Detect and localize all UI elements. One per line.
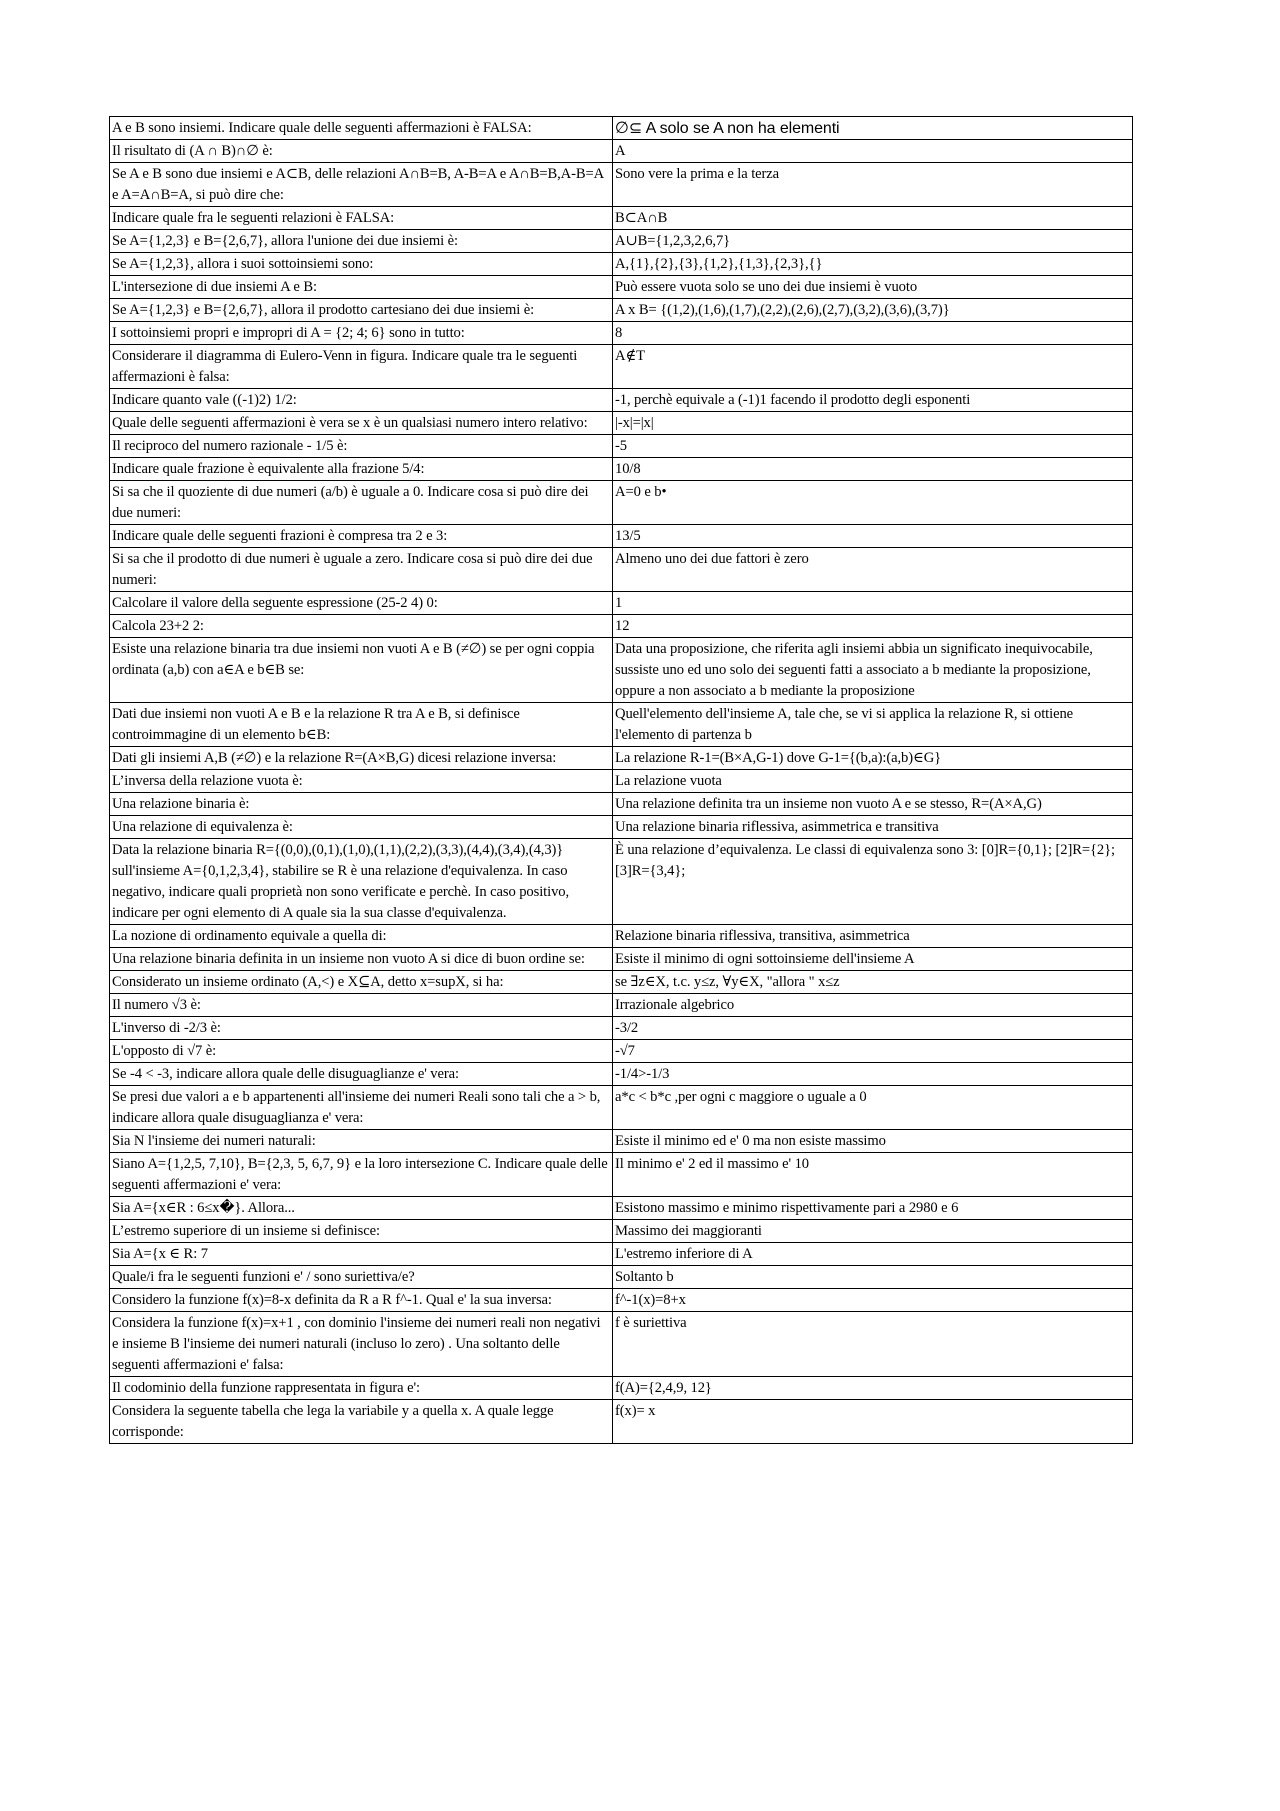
- question-cell: Considero la funzione f(x)=8-x definita da R a R f^-1. Qual e' la sua inversa:: [110, 1289, 613, 1312]
- answer-cell: Esiste il minimo di ogni sottoinsieme dell'insieme A: [613, 948, 1133, 971]
- table-row: [110, 1220, 1133, 1243]
- table-row: [110, 322, 1133, 345]
- answer-cell: 13/5: [613, 525, 1133, 548]
- question-cell: Se presi due valori a e b appartenenti all'insieme dei numeri Reali sono tali che a > b, indicare allora quale disuguaglianza e' vera:: [110, 1086, 613, 1130]
- question-cell: Una relazione binaria definita in un insieme non vuoto A si dice di buon ordine se:: [110, 948, 613, 971]
- answer-cell: Il minimo e' 2 ed il massimo e' 10: [613, 1153, 1133, 1197]
- table-row: [110, 1040, 1133, 1063]
- answer-cell: -1, perchè equivale a (-1)1 facendo il prodotto degli esponenti: [613, 389, 1133, 412]
- table-row: [110, 816, 1133, 839]
- answer-cell: Data una proposizione, che riferita agli insiemi abbia un significato inequivocabile, sussiste uno ed uno solo dei seguenti fatti a associato a b mediante la proposizione, oppure a non associato a b mediante la proposizione: [613, 638, 1133, 703]
- answer-cell: 10/8: [613, 458, 1133, 481]
- table-row: [110, 230, 1133, 253]
- answer-cell: se ∃z∈X, t.c. y≤z, ∀y∈X, "allora " x≤z: [613, 971, 1133, 994]
- answer-cell: 12: [613, 615, 1133, 638]
- answer-cell: Relazione binaria riflessiva, transitiva, asimmetrica: [613, 925, 1133, 948]
- question-cell: Il numero √3 è:: [110, 994, 613, 1017]
- question-cell: Indicare quale delle seguenti frazioni è compresa tra 2 e 3:: [110, 525, 613, 548]
- question-cell: Calcola 23+2 2:: [110, 615, 613, 638]
- table-row: [110, 1312, 1133, 1377]
- question-cell: Considerare il diagramma di Eulero-Venn in figura. Indicare quale tra le seguenti affermazioni è falsa:: [110, 345, 613, 389]
- answer-cell: A x B= {(1,2),(1,6),(1,7),(2,2),(2,6),(2,7),(3,2),(3,6),(3,7)}: [613, 299, 1133, 322]
- table-row: [110, 1153, 1133, 1197]
- answer-cell: 8: [613, 322, 1133, 345]
- answer-cell: La relazione vuota: [613, 770, 1133, 793]
- question-cell: Se A={1,2,3} e B={2,6,7}, allora il prodotto cartesiano dei due insiemi è:: [110, 299, 613, 322]
- answer-cell: È una relazione d’equivalenza. Le classi di equivalenza sono 3: [0]R={0,1}; [2]R={2}; [3]R={3,4};: [613, 839, 1133, 925]
- question-cell: Considera la seguente tabella che lega la variabile y a quella x. A quale legge corrisponde:: [110, 1400, 613, 1444]
- question-cell: L'opposto di √7 è:: [110, 1040, 613, 1063]
- answer-cell: f(x)= x: [613, 1400, 1133, 1444]
- table-row: [110, 592, 1133, 615]
- answer-cell: Soltanto b: [613, 1266, 1133, 1289]
- question-cell: Se -4 < -3, indicare allora quale delle disuguaglianze e' vera:: [110, 1063, 613, 1086]
- answer-cell: Può essere vuota solo se uno dei due insiemi è vuoto: [613, 276, 1133, 299]
- table-row: [110, 481, 1133, 525]
- table-row: [110, 1063, 1133, 1086]
- table-row: [110, 412, 1133, 435]
- table-row: [110, 548, 1133, 592]
- table-row: [110, 163, 1133, 207]
- answer-cell: A∪B={1,2,3,2,6,7}: [613, 230, 1133, 253]
- table-row: [110, 207, 1133, 230]
- table-row: [110, 1266, 1133, 1289]
- answer-cell: |-x|=|x|: [613, 412, 1133, 435]
- question-cell: L'inverso di -2/3 è:: [110, 1017, 613, 1040]
- question-cell: I sottoinsiemi propri e impropri di A = {2; 4; 6} sono in tutto:: [110, 322, 613, 345]
- question-cell: Data la relazione binaria R={(0,0),(0,1),(1,0),(1,1),(2,2),(3,3),(4,4),(3,4),(4,3)} sull'insieme A={0,1,2,3,4}, stabilire se R è una relazione d'equivalenza. In caso negativo, indicare quali proprietà non sono verificate e perchè. In caso positivo, indicare per ogni elemento di A quale sia la sua classe d'equivalenza.: [110, 839, 613, 925]
- table-row: [110, 703, 1133, 747]
- table-row: [110, 1377, 1133, 1400]
- answer-cell: Sono vere la prima e la terza: [613, 163, 1133, 207]
- answer-cell: f(A)={2,4,9, 12}: [613, 1377, 1133, 1400]
- question-cell: Esiste una relazione binaria tra due insiemi non vuoti A e B (≠∅) se per ogni coppia ordinata (a,b) con a∈A e b∈B se:: [110, 638, 613, 703]
- answer-cell: -3/2: [613, 1017, 1133, 1040]
- question-cell: Se A={1,2,3}, allora i suoi sottoinsiemi sono:: [110, 253, 613, 276]
- table-row: [110, 1017, 1133, 1040]
- question-cell: L'intersezione di due insiemi A e B:: [110, 276, 613, 299]
- answer-cell: f^-1(x)=8+x: [613, 1289, 1133, 1312]
- table-row: [110, 1197, 1133, 1220]
- answer-cell: Una relazione binaria riflessiva, asimmetrica e transitiva: [613, 816, 1133, 839]
- table-row: [110, 971, 1133, 994]
- table-row: [110, 458, 1133, 481]
- question-cell: L’estremo superiore di un insieme si definisce:: [110, 1220, 613, 1243]
- question-cell: Indicare quanto vale ((-1)2) 1/2:: [110, 389, 613, 412]
- table-row: [110, 525, 1133, 548]
- table-row: [110, 117, 1133, 140]
- table-row: [110, 435, 1133, 458]
- table-row: [110, 793, 1133, 816]
- answer-cell: A,{1},{2},{3},{1,2},{1,3},{2,3},{}: [613, 253, 1133, 276]
- answer-cell: -5: [613, 435, 1133, 458]
- table-row: [110, 1400, 1133, 1444]
- table-row: [110, 1243, 1133, 1266]
- table-row: [110, 839, 1133, 925]
- question-cell: Se A e B sono due insiemi e A⊂B, delle relazioni A∩B=B, A-B=A e A∩B=B,A-B=A e A=A∩B=A, si può dire che:: [110, 163, 613, 207]
- table-row: [110, 345, 1133, 389]
- answer-cell: f è suriettiva: [613, 1312, 1133, 1377]
- question-cell: Il risultato di (A ∩ B)∩∅ è:: [110, 140, 613, 163]
- question-cell: Indicare quale frazione è equivalente alla frazione 5/4:: [110, 458, 613, 481]
- question-cell: La nozione di ordinamento equivale a quella di:: [110, 925, 613, 948]
- answer-cell: A: [613, 140, 1133, 163]
- question-cell: Dati due insiemi non vuoti A e B e la relazione R tra A e B, si definisce controimmagine di un elemento b∈B:: [110, 703, 613, 747]
- table-row: [110, 638, 1133, 703]
- question-cell: A e B sono insiemi. Indicare quale delle seguenti affermazioni è FALSA:: [110, 117, 613, 140]
- table-row: [110, 276, 1133, 299]
- table-row: [110, 948, 1133, 971]
- question-cell: Una relazione di equivalenza è:: [110, 816, 613, 839]
- table-row: [110, 253, 1133, 276]
- answer-cell: Irrazionale algebrico: [613, 994, 1133, 1017]
- answer-cell: L'estremo inferiore di A: [613, 1243, 1133, 1266]
- table-row: [110, 299, 1133, 322]
- table-row: [110, 1130, 1133, 1153]
- answer-cell: 1: [613, 592, 1133, 615]
- table-row: [110, 994, 1133, 1017]
- answer-cell: Una relazione definita tra un insieme non vuoto A e se stesso, R=(A×A,G): [613, 793, 1133, 816]
- answer-cell: A=0 e b•: [613, 481, 1133, 525]
- question-cell: Quale/i fra le seguenti funzioni e' / sono suriettiva/e?: [110, 1266, 613, 1289]
- answer-cell: a*c < b*c ,per ogni c maggiore o uguale a 0: [613, 1086, 1133, 1130]
- answer-cell: -1/4>-1/3: [613, 1063, 1133, 1086]
- table-row: [110, 1289, 1133, 1312]
- table-row: [110, 615, 1133, 638]
- table-row: [110, 1086, 1133, 1130]
- answer-cell: Massimo dei maggioranti: [613, 1220, 1133, 1243]
- question-cell: Dati gli insiemi A,B (≠∅) e la relazione R=(A×B,G) dicesi relazione inversa:: [110, 747, 613, 770]
- table-row: [110, 925, 1133, 948]
- question-cell: L’inversa della relazione vuota è:: [110, 770, 613, 793]
- answer-cell: La relazione R-1=(B×A,G-1) dove G-1={(b,a):(a,b)∈G}: [613, 747, 1133, 770]
- answer-cell: A∉T: [613, 345, 1133, 389]
- question-cell: Si sa che il quoziente di due numeri (a/b) è uguale a 0. Indicare cosa si può dire dei due numeri:: [110, 481, 613, 525]
- question-cell: Una relazione binaria è:: [110, 793, 613, 816]
- answer-cell: -√7: [613, 1040, 1133, 1063]
- question-cell: Quale delle seguenti affermazioni è vera se x è un qualsiasi numero intero relativo:: [110, 412, 613, 435]
- question-cell: Se A={1,2,3} e B={2,6,7}, allora l'unione dei due insiemi è:: [110, 230, 613, 253]
- answer-cell: B⊂A∩B: [613, 207, 1133, 230]
- question-cell: Indicare quale fra le seguenti relazioni è FALSA:: [110, 207, 613, 230]
- question-cell: Calcolare il valore della seguente espressione (25-2 4) 0:: [110, 592, 613, 615]
- question-cell: Considerato un insieme ordinato (A,<) e X⊆A, detto x=supX, si ha:: [110, 971, 613, 994]
- answer-cell: Esiste il minimo ed e' 0 ma non esiste massimo: [613, 1130, 1133, 1153]
- question-cell: Sia A={x ∈ R: 7: [110, 1243, 613, 1266]
- question-answer-table: [109, 116, 1133, 1444]
- question-cell: Sia N l'insieme dei numeri naturali:: [110, 1130, 613, 1153]
- question-cell: Considera la funzione f(x)=x+1 , con dominio l'insieme dei numeri reali non negativi e insieme B l'insieme dei numeri naturali (incluso lo zero) . Una soltanto delle seguenti affermazioni e' falsa:: [110, 1312, 613, 1377]
- question-cell: Si sa che il prodotto di due numeri è uguale a zero. Indicare cosa si può dire dei due numeri:: [110, 548, 613, 592]
- answer-cell: Quell'elemento dell'insieme A, tale che, se vi si applica la relazione R, si ottiene l'elemento di partenza b: [613, 703, 1133, 747]
- answer-cell: ∅⊆ A solo se A non ha elementi: [613, 117, 1133, 140]
- table-row: [110, 389, 1133, 412]
- answer-cell: Almeno uno dei due fattori è zero: [613, 548, 1133, 592]
- table-row: [110, 770, 1133, 793]
- table-body: [110, 117, 1133, 1444]
- table-row: [110, 140, 1133, 163]
- question-cell: Il reciproco del numero razionale - 1/5 è:: [110, 435, 613, 458]
- question-cell: Siano A={1,2,5, 7,10}, B={2,3, 5, 6,7, 9} e la loro intersezione C. Indicare quale delle seguenti affermazioni e' vera:: [110, 1153, 613, 1197]
- answer-cell: Esistono massimo e minimo rispettivamente pari a 2980 e 6: [613, 1197, 1133, 1220]
- table-row: [110, 747, 1133, 770]
- question-cell: Il codominio della funzione rappresentata in figura e':: [110, 1377, 613, 1400]
- question-cell: Sia A={x∈R : 6≤x�}. Allora...: [110, 1197, 613, 1220]
